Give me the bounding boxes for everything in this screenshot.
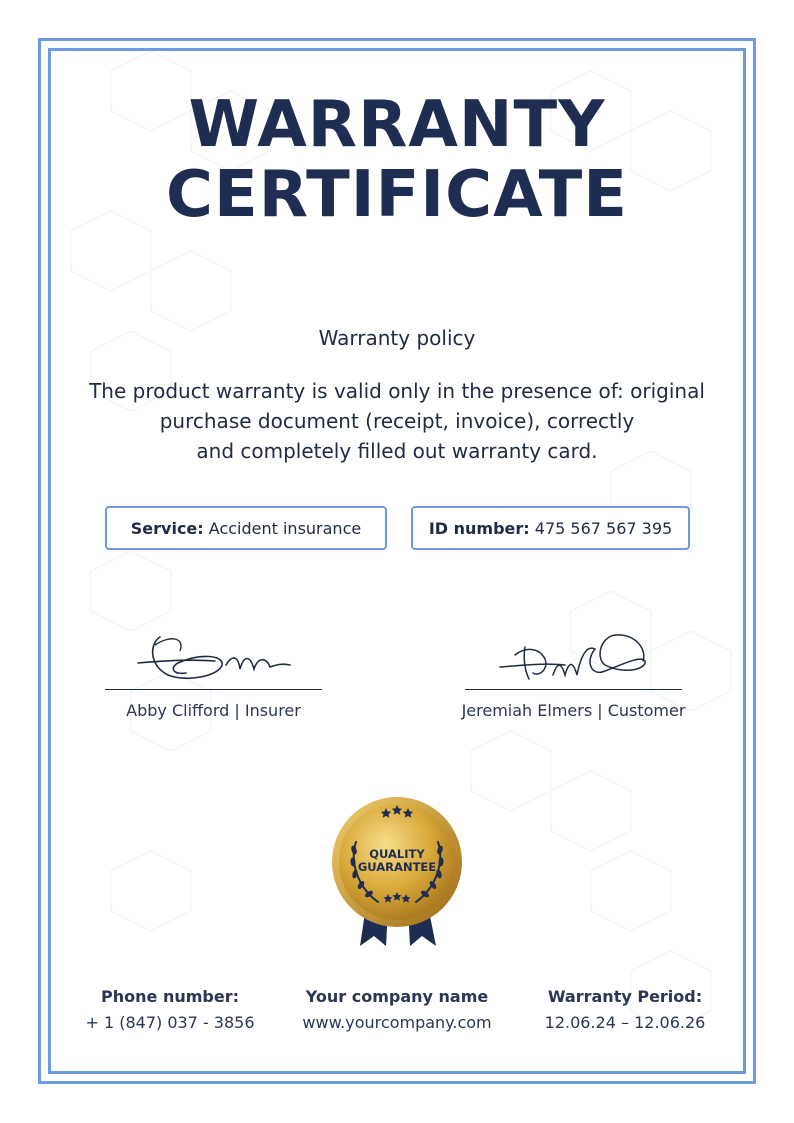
customer-name: Jeremiah Elmers | Customer xyxy=(461,701,686,720)
quality-guarantee-seal xyxy=(328,796,466,950)
service-label: Service: xyxy=(130,518,204,538)
id-label: ID number: xyxy=(428,518,530,538)
title-line-2: CERTIFICATE xyxy=(166,158,628,232)
service-field xyxy=(105,506,387,550)
policy-line-2: purchase document (receipt, invoice), correctly xyxy=(159,409,635,433)
policy-line-1: The product warranty is valid only in the presence of: original xyxy=(89,379,705,403)
warranty-period-value: 12.06.24 – 12.06.26 xyxy=(544,1013,706,1032)
seal-text-line-2: GUARANTEE xyxy=(357,860,437,874)
insurer-signature xyxy=(130,625,300,687)
seal-text-line-1: QUALITY xyxy=(369,847,425,861)
customer-signature-line xyxy=(465,689,682,690)
title-line-1: WARRANTY xyxy=(188,88,606,162)
phone-value: + 1 (847) 037 - 3856 xyxy=(85,1013,255,1032)
service-value: Accident insurance xyxy=(208,518,362,538)
policy-text xyxy=(87,376,707,466)
company-website[interactable]: www.yourcompany.com xyxy=(302,1013,492,1032)
id-number-field xyxy=(411,506,690,550)
insurer-signature-line xyxy=(105,689,322,690)
id-value: 475 567 567 395 xyxy=(534,518,673,538)
insurer-name: Abby Clifford | Insurer xyxy=(126,701,301,720)
phone-label: Phone number: xyxy=(101,987,239,1006)
company-label: Your company name xyxy=(305,987,489,1006)
customer-signature xyxy=(495,625,655,687)
policy-heading: Warranty policy xyxy=(318,326,476,350)
policy-line-3: and completely filled out warranty card. xyxy=(196,439,598,463)
warranty-period-label: Warranty Period: xyxy=(547,987,703,1006)
